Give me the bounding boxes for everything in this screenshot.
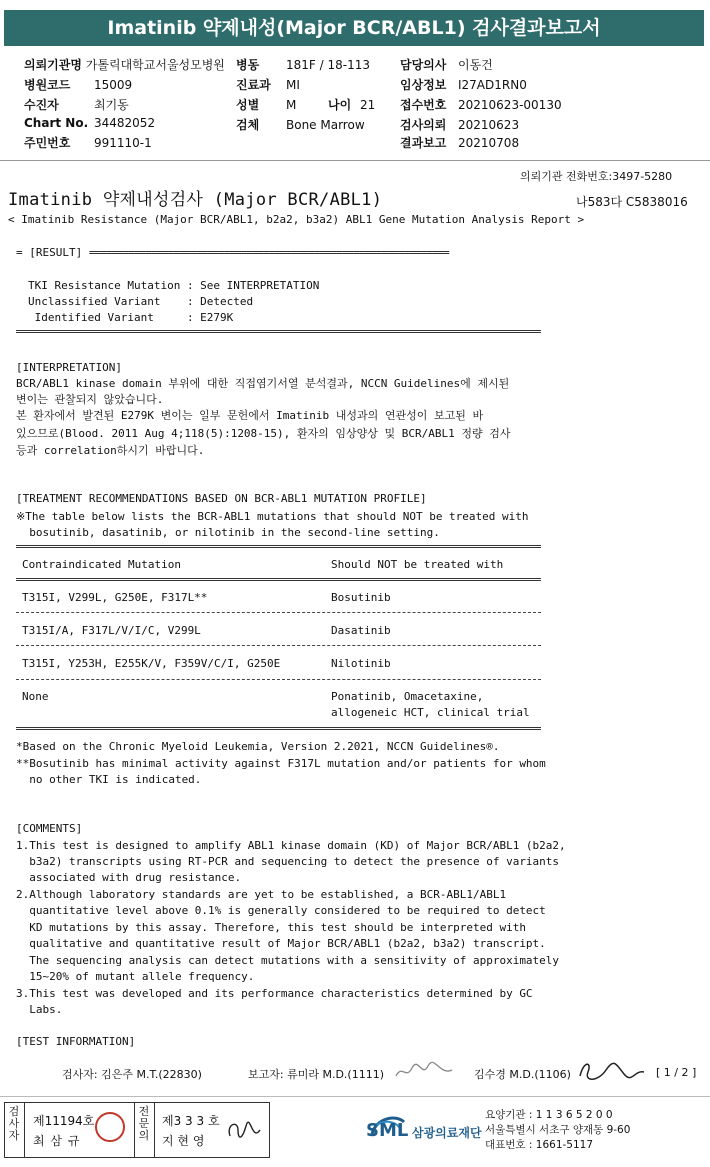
- report-title: Imatinib 약제내성검사 (Major BCR/ABL1): [8, 190, 383, 210]
- result-line: Identified Variant : E279K: [28, 311, 234, 324]
- info-label: 임상정보: [400, 78, 447, 92]
- info-receipt-no: [400, 96, 562, 113]
- stamp-divider: [24, 1102, 25, 1158]
- separator: [16, 330, 541, 333]
- reporter-signature-line: 김수경 M.D.(1106): [474, 1068, 571, 1081]
- info-chart-no: [24, 116, 155, 130]
- interpretation-line: BCR/ABL1 kinase domain 부위에 대한 직접염기서열 분석결과, NCCN Guidelines에 제시된: [16, 377, 510, 390]
- interpretation-header: [INTERPRETATION]: [16, 361, 122, 374]
- interpretation-line: 본 환자에서 발견된 E279K 변이는 일부 문헌에서 Imatinib 내성과의 연관성이 보고된 바: [16, 409, 484, 422]
- comment-line: KD mutations by this assay. Therefore, this test should be interpreted with: [16, 921, 526, 934]
- info-patient: [24, 96, 129, 113]
- info-label: 의뢰기관명: [24, 58, 82, 72]
- separator: [16, 612, 541, 613]
- result-line: Unclassified Variant : Detected: [28, 295, 254, 308]
- info-resident-no: [24, 134, 152, 151]
- table-cell-mutation: T315I/A, F317L/V/I/C, V299L: [22, 624, 201, 637]
- comment-line: 15~20% of mutant allele frequency.: [16, 970, 255, 983]
- interpretation-line: 변이는 관찰되지 않았습니다.: [16, 393, 164, 406]
- info-label: 접수번호: [400, 98, 447, 112]
- separator: [16, 545, 541, 548]
- info-label: 검사의뢰: [400, 118, 447, 132]
- info-value: Bone Marrow: [286, 118, 365, 132]
- stamp-license-no: 제11194호: [33, 1114, 95, 1128]
- handwritten-signature-2: [576, 1058, 646, 1084]
- info-department: [236, 76, 300, 93]
- info-label: 병원코드: [24, 78, 71, 92]
- info-value: 이동건: [458, 58, 493, 72]
- comment-line: 1.This test is designed to amplify ABL1 kinase domain (KD) of Major BCR/ABL1 (b2a2,: [16, 839, 566, 852]
- interpretation-line: 등과 correlation하시기 바랍니다.: [16, 444, 205, 457]
- separator: [16, 645, 541, 646]
- footnote: no other TKI is indicated.: [16, 773, 202, 786]
- info-request-date: [400, 116, 519, 133]
- info-label: 병동: [236, 58, 260, 72]
- info-value: 20210708: [458, 136, 520, 150]
- institution-address: 서울특별시 서초구 양재동 9-60: [485, 1124, 631, 1136]
- separator: [16, 578, 541, 581]
- result-line: TKI Resistance Mutation : See INTERPRETATION: [28, 279, 320, 292]
- reporter-signature-line: 보고자: 류미라 M.D.(1111): [248, 1068, 384, 1081]
- report-banner-title: Imatinib 약제내성(Major BCR/ABL1) 검사결과보고서: [4, 10, 704, 46]
- page-indicator: [ 1 / 2 ]: [656, 1066, 697, 1079]
- footnote: **Bosutinib has minimal activity against F317L mutation and/or patients for whom: [16, 757, 546, 770]
- test-info-header: [TEST INFORMATION]: [16, 1035, 136, 1048]
- handwritten-signature-1: [392, 1060, 456, 1082]
- stamp-name: 지 현 영: [162, 1134, 205, 1148]
- info-age: [328, 96, 375, 113]
- stamp-name: 최 삼 규: [33, 1134, 81, 1148]
- stamp-license-no: 제3 3 3 호: [162, 1114, 220, 1128]
- info-value: 34482052: [94, 116, 156, 130]
- info-value: 181F / 18-113: [286, 58, 370, 72]
- institution-info: [485, 1108, 630, 1153]
- separator: [16, 679, 541, 680]
- table-cell-drug: Dasatinib: [331, 624, 391, 637]
- table-cell-mutation: T315I, Y253H, E255K/V, F359V/C/I, G250E: [22, 657, 281, 670]
- info-label: 성별: [236, 98, 260, 112]
- table-header-mutation: Contraindicated Mutation: [22, 558, 181, 571]
- report-subtitle: < Imatinib Resistance (Major BCR/ABL1, b2a2, b3a2) ABL1 Gene Mutation Analysis Report >: [8, 213, 585, 226]
- treatment-intro: ※The table below lists the BCR-ABL1 mutations that should NOT be treated with: [16, 510, 529, 523]
- requester-phone: 의뢰기관 전화번호:3497-5280: [520, 170, 673, 183]
- separator: [16, 727, 541, 730]
- info-value: 20210623: [458, 118, 520, 132]
- comment-line: The sequencing analysis can detect mutations with a sensitivity of approximately: [16, 954, 560, 967]
- info-label: 담당의사: [400, 58, 447, 72]
- sml-brand: SML: [366, 1120, 409, 1141]
- comment-line: b3a2) transcripts using RT-PCR and sequencing to detect the presence of variants: [16, 855, 560, 868]
- info-label: 진료과: [236, 78, 271, 92]
- info-label: 나이: [328, 98, 352, 112]
- table-cell-drug: Nilotinib: [331, 657, 391, 670]
- info-value: MI: [286, 78, 300, 92]
- interpretation-line: 있으므로(Blood. 2011 Aug 4;118(5):1208-15), 환자의 임상양상 및 BCR/ABL1 정량 검사: [16, 427, 511, 440]
- table-cell-mutation: None: [22, 690, 49, 703]
- info-specimen: [236, 116, 365, 133]
- comment-line: associated with drug resistance.: [16, 871, 242, 884]
- institution-code: 요양기관 : 1 1 3 6 5 2 0 0: [485, 1109, 613, 1121]
- institution-phone: 대표번호 : 1661-5117: [485, 1139, 594, 1151]
- comment-line: quantitative level above 0.1% is generally considered to be required to detect: [16, 904, 546, 917]
- stamp-divider: [154, 1102, 155, 1158]
- info-value: I27AD1RN0: [458, 78, 527, 92]
- info-value: 20210623-00130: [458, 98, 562, 112]
- stamp-label: 검사자: [8, 1105, 20, 1142]
- sml-logo: [366, 1110, 482, 1150]
- info-hospital: [24, 56, 225, 73]
- info-value: 15009: [94, 78, 133, 92]
- info-physician: [400, 56, 493, 73]
- result-header: = [RESULT] ================================================================: [16, 246, 449, 259]
- info-hospital-code: [24, 76, 132, 93]
- handwritten-signature-3: [224, 1116, 264, 1146]
- sml-brand-name: 삼광의료재단: [412, 1126, 482, 1140]
- comment-line: Labs.: [16, 1003, 63, 1016]
- report-header: [0, 0, 710, 161]
- table-cell-drug: Ponatinib, Omacetaxine,: [331, 690, 484, 703]
- tester-signature-line: 검사자: 김은주 M.T.(22830): [62, 1068, 202, 1081]
- official-seal: [95, 1112, 125, 1142]
- table-cell-drug: Bosutinib: [331, 591, 391, 604]
- info-value: 가톨릭대학교서울성모병원: [85, 58, 225, 72]
- info-value: 21: [360, 98, 376, 112]
- info-value: 최기동: [94, 98, 129, 112]
- table-cell-mutation: T315I, V299L, G250E, F317L**: [22, 591, 208, 604]
- treatment-intro: bosutinib, dasatinib, or nilotinib in the second-line setting.: [16, 526, 440, 539]
- info-label: 주민번호: [24, 136, 71, 150]
- treatment-header: [TREATMENT RECOMMENDATIONS BASED ON BCR-ABL1 MUTATION PROFILE]: [16, 492, 427, 505]
- comment-line: 2.Although laboratory standards are yet to be established, a BCR-ABL1/ABL1: [16, 888, 507, 901]
- info-clinical: [400, 76, 527, 93]
- info-value: M: [286, 98, 297, 112]
- comment-line: qualitative and quantitative result of Major BCR/ABL1 (b2a2, b3a2) transcript.: [16, 937, 546, 950]
- report-code: 나583다 C5838016: [576, 195, 688, 209]
- table-cell-drug: allogeneic HCT, clinical trial: [331, 706, 530, 719]
- info-label: 수진자: [24, 98, 59, 112]
- info-label: Chart No.: [24, 116, 89, 130]
- info-value: 991110-1: [94, 136, 152, 150]
- table-header-drug: Should NOT be treated with: [331, 558, 504, 571]
- comment-line: 3.This test was developed and its performance characteristics determined by GC: [16, 987, 533, 1000]
- info-label: 검체: [236, 118, 260, 132]
- info-report-date: [400, 134, 519, 151]
- info-ward: [236, 56, 370, 73]
- comments-header: [COMMENTS]: [16, 822, 83, 835]
- info-sex: [236, 96, 296, 113]
- footnote: *Based on the Chronic Myeloid Leukemia, Version 2.2021, NCCN Guidelines®.: [16, 740, 500, 753]
- info-label: 결과보고: [400, 136, 447, 150]
- stamp-label: 전문의: [138, 1105, 150, 1142]
- stamp-divider: [134, 1102, 135, 1158]
